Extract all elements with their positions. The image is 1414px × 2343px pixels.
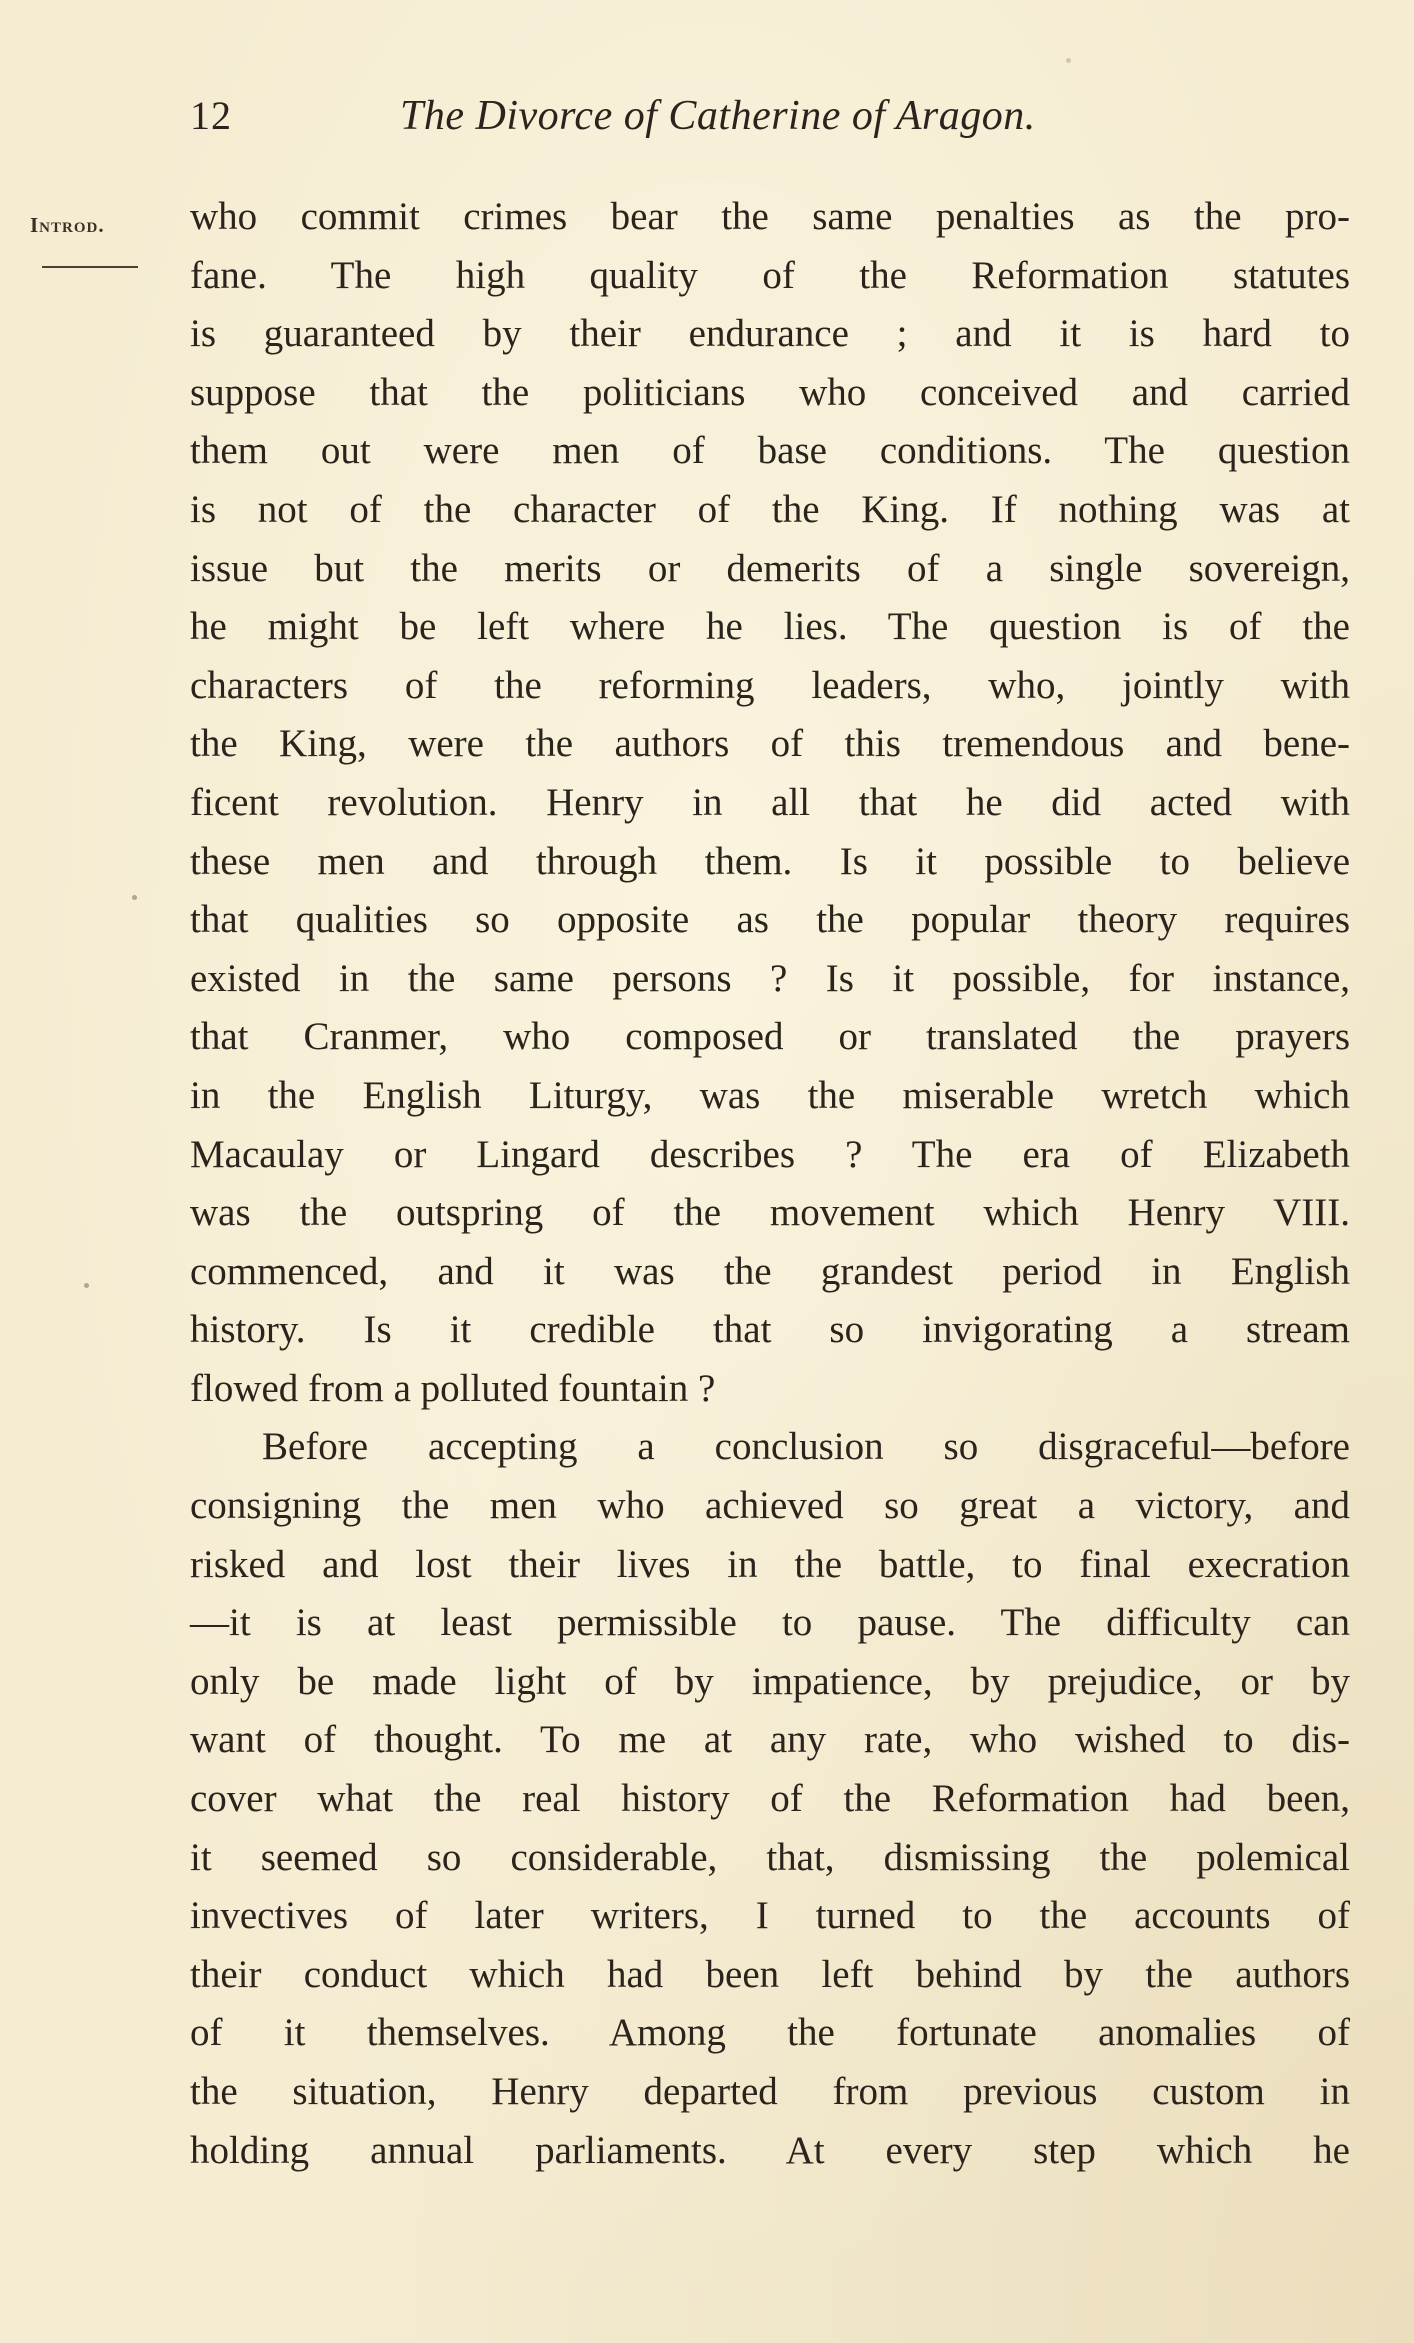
page-number: 12 <box>190 93 232 138</box>
text-line: holding annual parliaments. At every step which he <box>190 2128 1350 2172</box>
paragraph-1 <box>190 188 1350 1418</box>
text-line: he might be left where he lies. The question is of the <box>190 605 1350 649</box>
text-line: issue but the merits or demerits of a single sovereign, <box>190 546 1350 590</box>
paper-speck <box>84 1283 89 1288</box>
side-note-introd: Introd. <box>30 213 105 237</box>
text-line: invectives of later writers, I turned to the accounts of <box>190 1894 1350 1938</box>
text-line: of it themselves. Among the fortunate anomalies of <box>190 2011 1350 2055</box>
text-line: that Cranmer, who composed or translated the prayers <box>190 1015 1350 1059</box>
text-line: commenced, and it was the grandest period in English <box>190 1249 1350 1293</box>
paper-speck <box>1066 58 1071 63</box>
text-line: —it is at least permissible to pause. The difficulty can <box>190 1601 1350 1645</box>
text-line: was the outspring of the movement which Henry VIII. <box>190 1191 1350 1235</box>
text-line: flowed from a polluted fountain ? <box>190 1366 716 1410</box>
text-line: is not of the character of the King. If nothing was at <box>190 487 1350 531</box>
text-line: existed in the same persons ? Is it possible, for instance, <box>190 956 1350 1000</box>
book-title: The Divorce of Catherine of Aragon. <box>400 93 1036 139</box>
text-line: these men and through them. Is it possible to believe <box>190 839 1350 883</box>
text-line: the situation, Henry departed from previous custom in <box>190 2070 1350 2113</box>
text-line: that qualities so opposite as the popular theory requires <box>190 898 1350 942</box>
text-line: consigning the men who achieved so great a victory, and <box>190 1484 1350 1528</box>
text-line: who commit crimes bear the same penalties as the pro- <box>190 195 1350 238</box>
body-text <box>190 188 1350 2180</box>
text-line: characters of the reforming leaders, who, jointly with <box>190 663 1350 707</box>
text-line: suppose that the politicians who conceived and carried <box>190 370 1350 414</box>
text-line: cover what the real history of the Reformation had been, <box>190 1777 1350 1821</box>
text-line: them out were men of base conditions. The question <box>190 429 1350 473</box>
running-head <box>190 92 1340 152</box>
text-line: risked and lost their lives in the battle, to final execration <box>190 1542 1350 1586</box>
text-line: only be made light of by impatience, by prejudice, or by <box>190 1659 1350 1703</box>
text-line: the King, were the authors of this tremendous and bene- <box>190 722 1350 766</box>
text-line: history. Is it credible that so invigorating a stream <box>190 1308 1350 1352</box>
paper-speck <box>132 895 137 900</box>
text-line: ficent revolution. Henry in all that he did acted with <box>190 780 1350 824</box>
paragraph-2 <box>190 1418 1350 2180</box>
text-line: it seemed so considerable, that, dismissing the polemical <box>190 1835 1350 1879</box>
text-line: want of thought. To me at any rate, who wished to dis- <box>190 1718 1350 1762</box>
text-line: is guaranteed by their endurance ; and it is hard to <box>190 312 1350 356</box>
side-note-rule <box>42 266 138 268</box>
text-line: Before accepting a conclusion so disgraceful—before <box>262 1425 1350 1469</box>
text-line: in the English Liturgy, was the miserable wretch which <box>190 1073 1350 1117</box>
text-line: Macaulay or Lingard describes ? The era of Elizabeth <box>190 1132 1350 1176</box>
text-line: fane. The high quality of the Reformation statutes <box>190 253 1350 297</box>
text-line: their conduct which had been left behind by the authors <box>190 1952 1350 1996</box>
